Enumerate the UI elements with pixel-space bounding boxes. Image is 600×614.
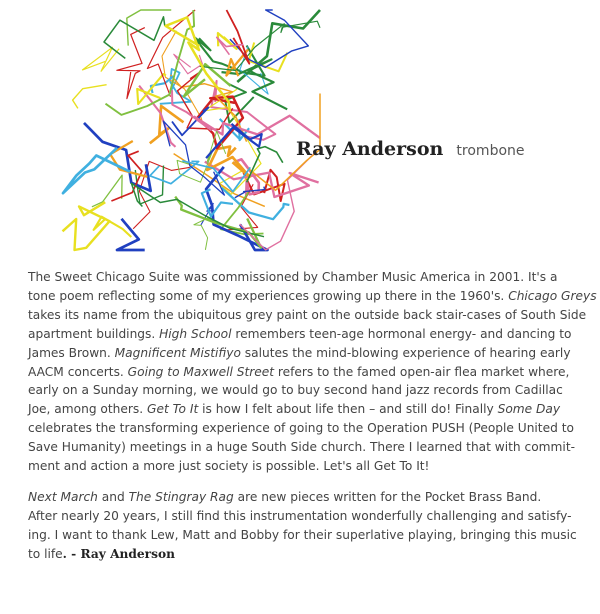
scribble-stroke bbox=[92, 175, 122, 207]
text-segment: . - Ray Anderson bbox=[62, 546, 175, 561]
text-line bbox=[28, 419, 588, 438]
text-line bbox=[28, 306, 588, 325]
text-segment: apartment buildings. bbox=[28, 326, 160, 341]
scribble-stroke bbox=[163, 121, 224, 195]
scribble-stroke bbox=[211, 81, 275, 140]
work-title: Next March bbox=[28, 490, 98, 504]
work-title: Magnificent Mistifiyo bbox=[114, 345, 241, 360]
text-line bbox=[28, 457, 588, 476]
scribble-stroke bbox=[240, 154, 314, 250]
text-segment: The Sweet Chicago Suite was commissioned by Chamber Music America in 2001. It's a bbox=[28, 270, 558, 284]
text-segment: takes its name from the ubiquitous grey paint on the outside back stair-cases of South Side bbox=[28, 307, 587, 322]
scribble-stroke bbox=[83, 47, 120, 71]
work-title: Some Day bbox=[497, 402, 561, 417]
liner-notes-paragraph-2 bbox=[28, 488, 588, 564]
text-segment: Save Humanity) meetings in a huge South Side church. There I learned that with commit- bbox=[28, 440, 575, 455]
work-title: Going to Maxwell Street bbox=[127, 364, 275, 379]
artist-name: Ray Anderson bbox=[296, 138, 444, 160]
text-segment: celebrates the transforming experience of going to the Operation PUSH (People United to bbox=[28, 421, 574, 436]
scribble-stroke bbox=[63, 202, 110, 250]
text-segment: Joe, among others. bbox=[28, 402, 147, 417]
scribble-stroke bbox=[73, 85, 107, 109]
text-segment: are new pieces written for the Pocket Brass Band. bbox=[233, 490, 542, 504]
text-line bbox=[28, 363, 588, 382]
text-segment: remembers teen-age hormonal energy- and dancing to bbox=[231, 326, 572, 341]
work-title: High School bbox=[159, 326, 232, 341]
work-title: Get To It bbox=[147, 402, 199, 417]
text-segment: After nearly 20 years, I still find this instrumentation wonderfully challenging and satisfy- bbox=[28, 508, 572, 523]
text-line bbox=[28, 438, 588, 457]
text-segment: is how I felt about life then – and still do! Finally bbox=[198, 402, 498, 417]
scribble-stroke bbox=[117, 219, 145, 250]
artist-heading bbox=[296, 138, 525, 160]
work-title: Chicago Greys bbox=[508, 288, 597, 303]
scribble-stroke bbox=[227, 10, 250, 64]
work-title: The Stingray Rag bbox=[128, 490, 234, 504]
text-segment: ing. I want to thank Lew, Matt and Bobby for their superlative playing, bringing this music bbox=[28, 527, 577, 542]
text-line bbox=[28, 287, 597, 306]
text-segment: James Brown. bbox=[28, 345, 115, 360]
text-line bbox=[28, 488, 588, 507]
text-segment: salutes the mind-blowing experience of hearing early bbox=[240, 345, 571, 360]
text-line bbox=[28, 325, 588, 344]
text-segment: AACM concerts. bbox=[28, 364, 128, 379]
text-segment: early on a Sunday morning, we would go to buy second hand jazz records from Cadillac bbox=[28, 383, 563, 398]
text-segment: and bbox=[97, 490, 129, 504]
text-segment: ment and action a more just society is possible. Let's all Get To It! bbox=[28, 459, 430, 474]
text-segment: to life bbox=[28, 546, 63, 561]
text-line bbox=[28, 268, 588, 287]
text-segment: tone poem reflecting some of my experiences growing up there in the 1960's. bbox=[28, 288, 509, 303]
text-line bbox=[28, 400, 588, 419]
artist-instrument: trombone bbox=[456, 143, 525, 159]
text-segment: refers to the famed open-air flea market where, bbox=[274, 364, 570, 379]
text-line bbox=[28, 381, 588, 400]
text-line bbox=[28, 545, 588, 564]
liner-notes-paragraph-1 bbox=[28, 268, 597, 476]
text-line bbox=[28, 526, 588, 545]
text-line bbox=[28, 344, 588, 363]
text-line bbox=[28, 507, 588, 526]
scribble-artwork bbox=[45, 5, 325, 255]
